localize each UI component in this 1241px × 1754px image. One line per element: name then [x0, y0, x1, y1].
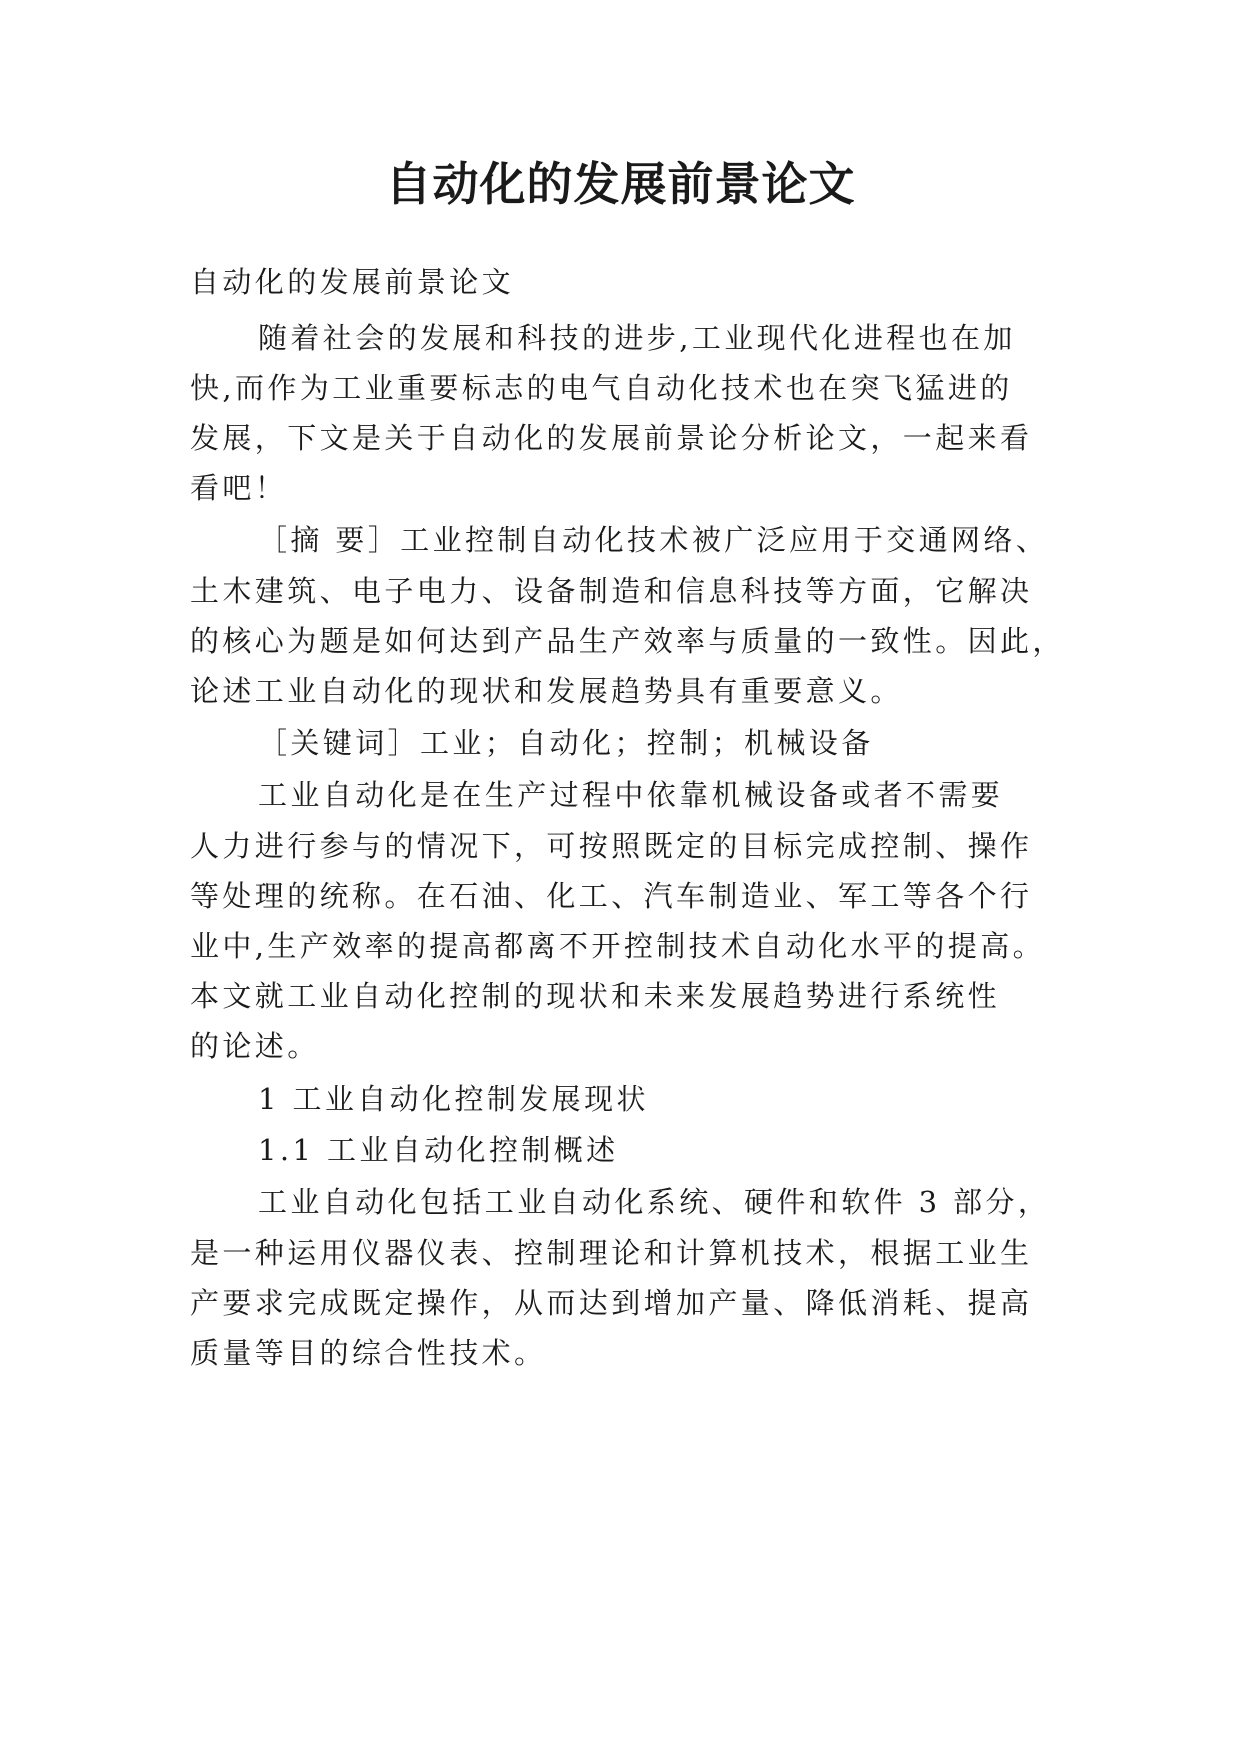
- body-line-abstract-1: ［摘 要］工业控制自动化技术被广泛应用于交通网络、: [258, 523, 1049, 557]
- body-line-abstract-4: 论述工业自动化的现状和发展趋势具有重要意义。: [190, 674, 903, 708]
- body-line-section-3: 产要求完成既定操作，从而达到增加产量、降低消耗、提高: [190, 1286, 1033, 1320]
- body-line-para-3: 等处理的统称。在石油、化工、汽车制造业、军工等各个行: [190, 879, 1033, 913]
- body-line-para-6: 的论述。: [190, 1029, 320, 1063]
- body-line-para-4: 业中,生产效率的提高都离不开控制技术自动化水平的提高。: [190, 929, 1046, 963]
- body-line-intro-1: 随着社会的发展和科技的进步,工业现代化进程也在加: [258, 321, 1016, 355]
- body-line-para-2: 人力进行参与的情况下，可按照既定的目标完成控制、操作: [190, 829, 1033, 863]
- body-line-intro-4: 看吧！: [190, 471, 288, 505]
- body-line-section-1: 工业自动化包括工业自动化系统、硬件和软件 3 部分，: [258, 1185, 1051, 1219]
- body-line-abstract-3: 的核心为题是如何达到产品生产效率与质量的一致性。因此，: [190, 624, 1065, 658]
- body-line-keywords: ［关键词］工业；自动化；控制；机械设备: [258, 726, 874, 760]
- body-line-para-5: 本文就工业自动化控制的现状和未来发展趋势进行系统性: [190, 979, 1001, 1013]
- body-line-intro-3: 发展，下文是关于自动化的发展前景论分析论文，一起来看: [190, 421, 1033, 455]
- body-line-intro-2: 快,而作为工业重要标志的电气自动化技术也在突飞猛进的: [190, 371, 1013, 405]
- body-line-heading: 自动化的发展前景论文: [190, 265, 515, 299]
- body-line-abstract-2: 土木建筑、电子电力、设备制造和信息科技等方面，它解决: [190, 574, 1033, 608]
- section-heading-1: 1 工业自动化控制发展现状: [258, 1082, 649, 1116]
- body-line-section-2: 是一种运用仪器仪表、控制理论和计算机技术，根据工业生: [190, 1236, 1033, 1270]
- body-line-para-1: 工业自动化是在生产过程中依靠机械设备或者不需要: [258, 778, 1004, 812]
- section-heading-1-1: 1.1 工业自动化控制概述: [258, 1133, 619, 1167]
- document-title: 自动化的发展前景论文: [385, 157, 856, 211]
- body-line-section-4: 质量等目的综合性技术。: [190, 1336, 547, 1370]
